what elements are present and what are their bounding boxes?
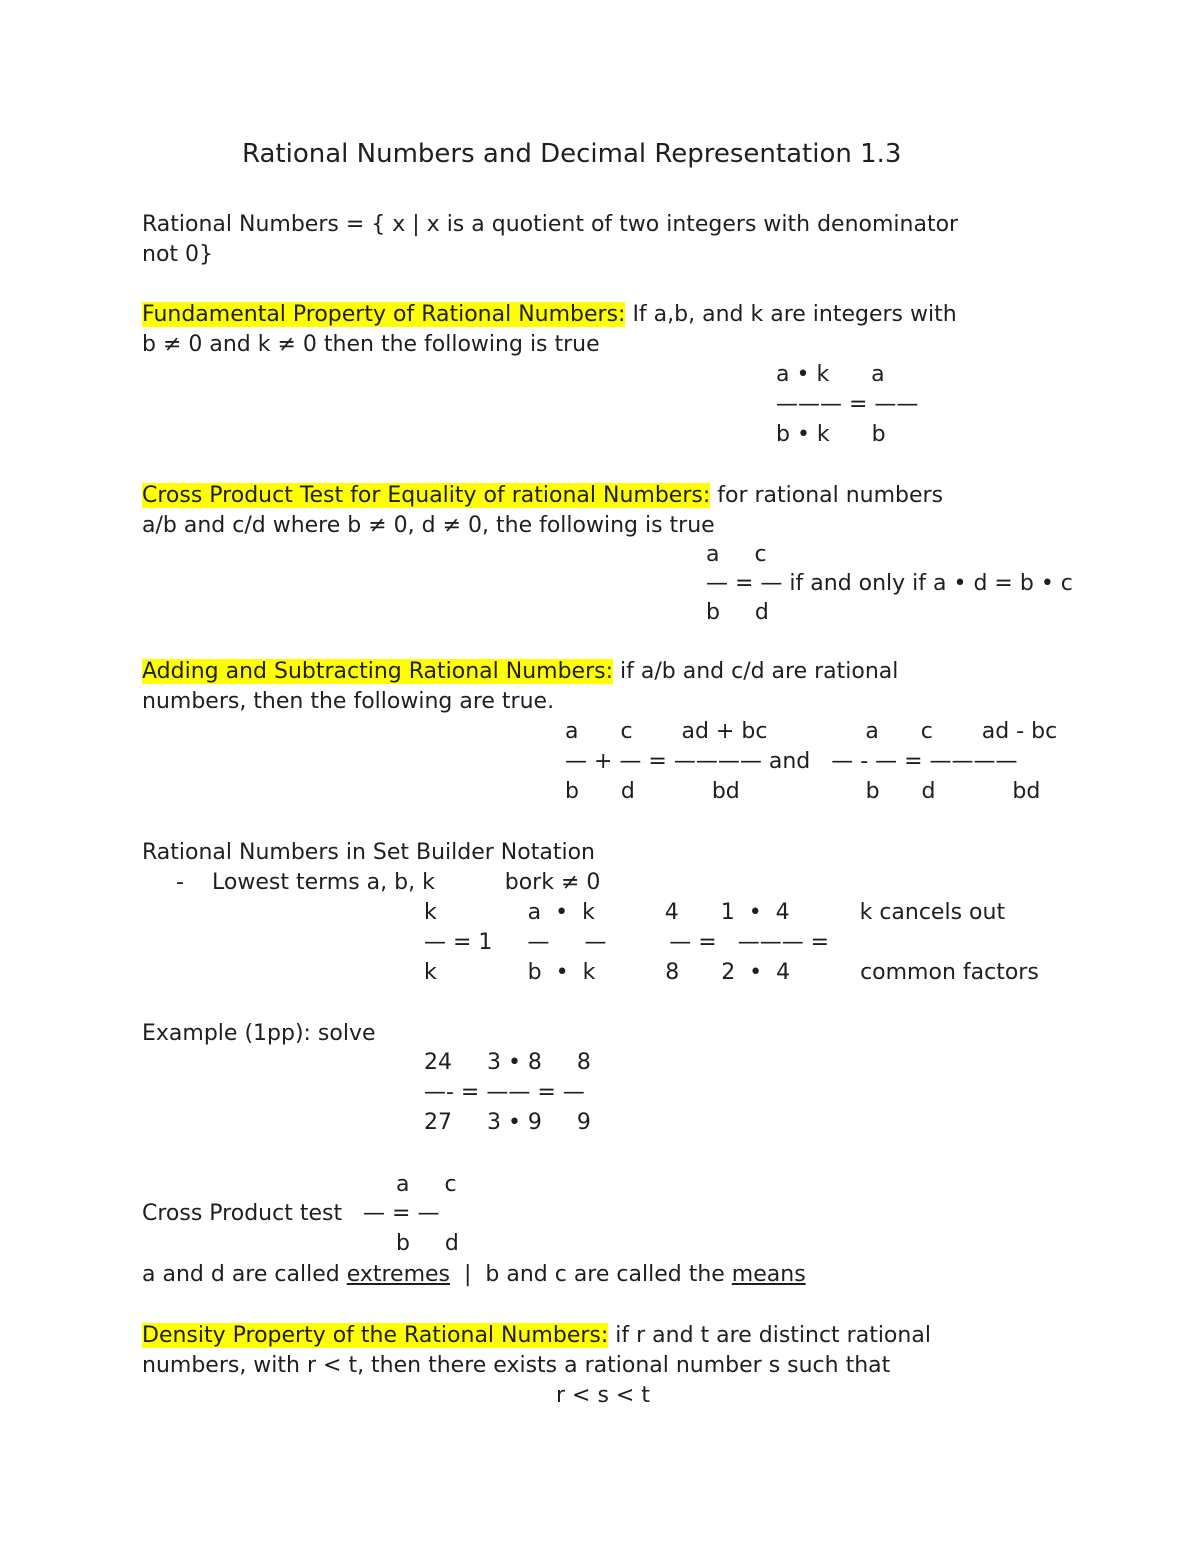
density-paragraph (142, 1321, 931, 1351)
fundamental-property-line2: b ≠ 0 and k ≠ 0 then the following is true (142, 332, 600, 357)
density-line2: numbers, with r < t, then there exists a rational number s such that (142, 1353, 891, 1378)
set-builder-formula-numerators: k a • k 4 1 • 4 k cancels out (424, 900, 1006, 925)
set-builder-formula-bars: — = 1 — — — = ——— = (424, 930, 830, 955)
adding-formula-bars: — + — = ———— and — - — = ———— (565, 749, 1018, 774)
extremes-term: extremes (346, 1262, 451, 1287)
set-builder-bullet-dash: - (176, 870, 184, 895)
fundamental-property-text: If a,b, and k are integers with (625, 302, 957, 327)
cross-product-formula-denominators: b d (706, 600, 769, 625)
density-formula: r < s < t (556, 1383, 650, 1408)
means-term: means (731, 1262, 806, 1287)
cross-product-formula-numerators: a c (706, 542, 767, 567)
density-heading: Density Property of the Rational Numbers: (142, 1323, 609, 1348)
set-builder-heading: Rational Numbers in Set Builder Notation (142, 840, 595, 865)
fundamental-formula-bars: ——— = —— (776, 392, 919, 417)
extremes-pre: a and d are called (142, 1262, 347, 1287)
cross-product-line2: a/b and c/d where b ≠ 0, d ≠ 0, the following is true (142, 513, 715, 538)
cross-product-paragraph (142, 481, 943, 511)
fundamental-formula-denominators: b • k b (776, 422, 886, 447)
cross-product-formula-bars: — = — if and only if a • d = b • c (706, 571, 1073, 596)
adding-paragraph (142, 657, 898, 687)
adding-text: if a/b and c/d are rational (613, 659, 899, 684)
set-builder-bullet-text: Lowest terms a, b, k bork ≠ 0 (212, 870, 601, 895)
rational-def-line1: Rational Numbers = { x | x is a quotient of two integers with denominator (142, 212, 959, 237)
example-label: Example (1pp): solve (142, 1021, 376, 1046)
adding-formula-denominators: b d bd b d bd (565, 779, 1041, 804)
fundamental-property-paragraph (142, 300, 957, 330)
cross-product-heading: Cross Product Test for Equality of rational Numbers: (142, 483, 711, 508)
adding-line2: numbers, then the following are true. (142, 689, 555, 714)
adding-heading: Adding and Subtracting Rational Numbers: (142, 659, 614, 684)
cross-test-numerators: a c (396, 1172, 457, 1197)
page-title: Rational Numbers and Decimal Representation 1.3 (242, 139, 902, 169)
cross-test-denominators: b d (396, 1231, 459, 1256)
extremes-means-line (142, 1260, 806, 1290)
example-formula-bars: —- = —— = — (424, 1080, 585, 1105)
fundamental-property-heading: Fundamental Property of Rational Numbers: (142, 302, 626, 327)
density-text: if r and t are distinct rational (608, 1323, 931, 1348)
rational-def-line2: not 0} (142, 242, 214, 267)
set-builder-formula-denominators: k b • k 8 2 • 4 common factors (424, 960, 1039, 985)
example-formula-numerators: 24 3 • 8 8 (424, 1050, 591, 1075)
cross-test-label: Cross Product test — = — (142, 1201, 440, 1226)
adding-formula-numerators: a c ad + bc a c ad - bc (565, 719, 1058, 744)
extremes-mid: | b and c are called the (450, 1262, 732, 1287)
fundamental-formula-numerators: a • k a (776, 362, 885, 387)
example-formula-denominators: 27 3 • 9 9 (424, 1110, 591, 1135)
cross-product-text: for rational numbers (710, 483, 944, 508)
